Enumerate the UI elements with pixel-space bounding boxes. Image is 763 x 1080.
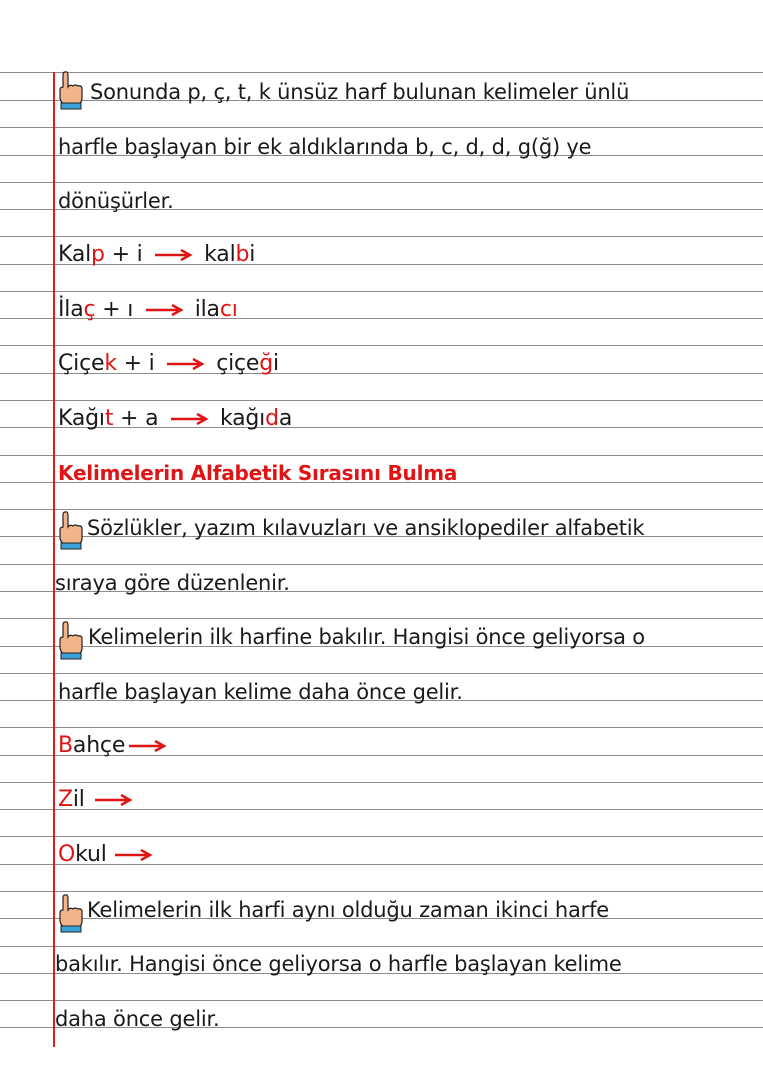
rule-line [0,782,763,783]
example-row: İlaç + ı ilacı [58,297,238,322]
rule-line [0,72,763,73]
right-arrow-icon [113,849,153,861]
rule2-line2: sıraya göre düzenlenir. [55,571,290,595]
example-row: Kalp + i kalbi [58,242,256,267]
rule1-line2: harfle başlayan bir ek aldıklarında b, c, d, d, g(ğ) ye [58,135,592,159]
rule-line [0,727,763,728]
example-row: Kağıt + a kağıda [58,406,293,431]
right-arrow-icon [144,304,184,316]
right-arrow-icon [165,358,205,370]
rule-line [0,673,763,674]
rule-line [0,291,763,292]
rule4-line2: bakılır. Hangisi önce geliyorsa o harfle başlayan kelime [55,952,622,976]
rule-line [0,345,763,346]
right-arrow-icon [153,249,193,261]
rule3-line2: harfle başlayan kelime daha önce gelir. [58,680,463,704]
rule4-line1: Kelimelerin ilk harfi aynı olduğu zaman ikinci harfe [87,898,609,922]
rule4-line3: daha önce gelir. [55,1007,220,1031]
word-row: Bahçe [58,733,171,759]
word-row: Zil [58,787,137,813]
right-arrow-icon [93,794,133,806]
right-arrow-icon [169,413,209,425]
rule-line [0,1000,763,1001]
section-title: Kelimelerin Alfabetik Sırasını Bulma [58,461,458,485]
right-arrow-icon [127,740,167,752]
example-row: Çiçek + i çiçeği [58,351,279,376]
rule-line [0,564,763,565]
rule-line [0,946,763,947]
rule-line [0,891,763,892]
rule-line [0,400,763,401]
rule-line [0,836,763,837]
rule-line [0,618,763,619]
rule-line [0,127,763,128]
rule2-line1: Sözlükler, yazım kılavuzları ve ansiklopediler alfabetik [87,516,645,540]
word-row: Okul [58,842,157,868]
rule-line [0,455,763,456]
rule-line [0,182,763,183]
rule1-line1: Sonunda p, ç, t, k ünsüz harf bulunan kelimeler ünlü [90,80,630,104]
rule-line [0,509,763,510]
margin-line [53,72,55,1047]
pointing-hand-icon [57,620,85,660]
rule3-line1: Kelimelerin ilk harfine bakılır. Hangisi önce geliyorsa o [88,625,645,649]
rule1-line3: dönüşürler. [58,189,174,213]
pointing-hand-icon [57,510,85,550]
pointing-hand-icon [57,893,85,933]
pointing-hand-icon [57,70,85,110]
rule-line [0,236,763,237]
